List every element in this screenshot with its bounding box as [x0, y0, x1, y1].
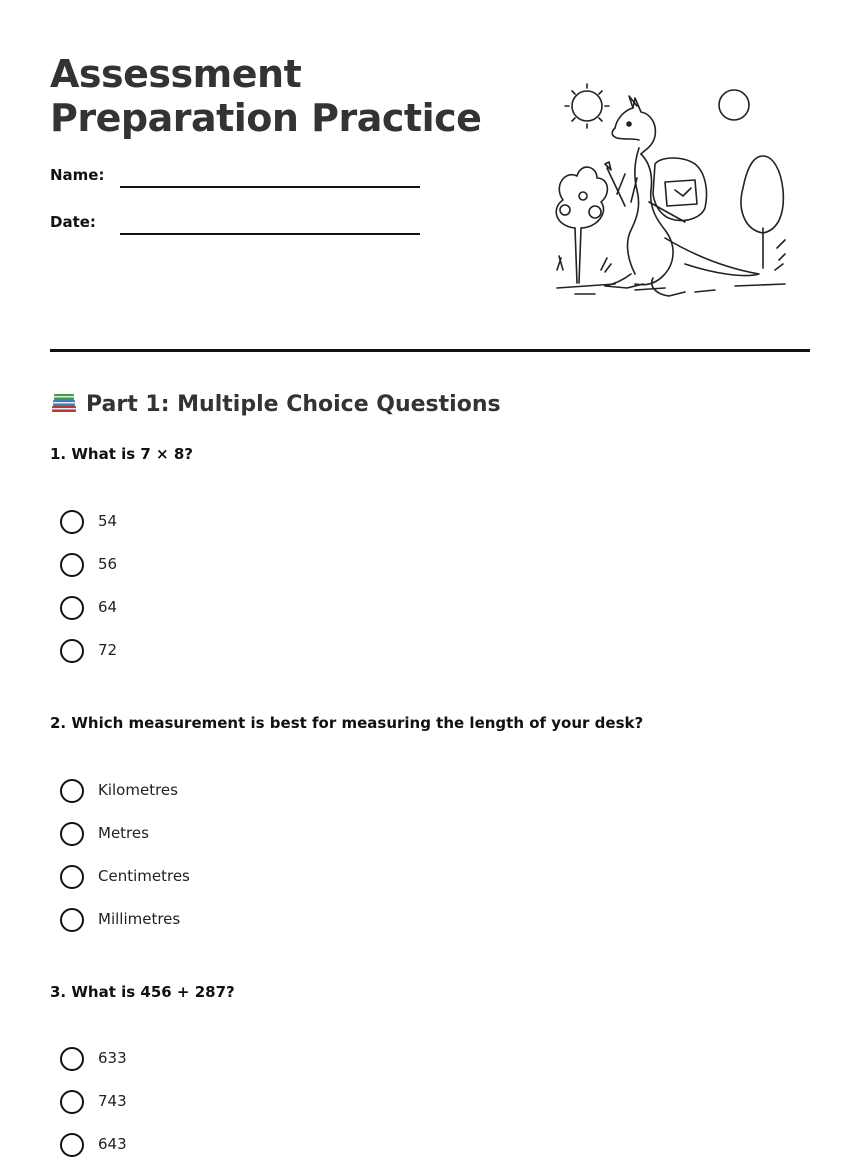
option-label: 72 — [98, 641, 118, 659]
q2-option-b[interactable] — [60, 822, 460, 848]
name-line[interactable] — [120, 186, 420, 188]
q1-option-a[interactable] — [60, 510, 460, 536]
radio-button[interactable] — [60, 553, 84, 577]
radio-button[interactable] — [60, 639, 84, 663]
q1-option-c[interactable] — [60, 596, 460, 622]
date-line[interactable] — [120, 233, 420, 235]
section-heading — [50, 390, 501, 417]
option-label: 633 — [98, 1049, 127, 1067]
radio-button[interactable] — [60, 1047, 84, 1071]
q3-option-b[interactable] — [60, 1090, 460, 1116]
date-field[interactable] — [50, 213, 430, 237]
circle-icon — [719, 90, 749, 120]
q3-option-c[interactable] — [60, 1133, 460, 1159]
sun-icon — [565, 84, 609, 128]
backpack-icon — [649, 158, 707, 222]
q1-option-d[interactable] — [60, 639, 460, 665]
radio-button[interactable] — [60, 779, 84, 803]
books-icon — [50, 390, 78, 414]
q2-option-d[interactable] — [60, 908, 460, 934]
option-label: Millimetres — [98, 910, 181, 928]
tree-left-icon — [556, 167, 611, 283]
question-1: 1. What is 7 × 8? — [50, 445, 193, 463]
divider-rule — [50, 349, 810, 352]
option-label: 56 — [98, 555, 118, 573]
option-label: 643 — [98, 1135, 127, 1153]
option-label: 743 — [98, 1092, 127, 1110]
q3-option-a[interactable] — [60, 1047, 460, 1073]
radio-button[interactable] — [60, 822, 84, 846]
radio-button[interactable] — [60, 865, 84, 889]
q1-option-b[interactable] — [60, 553, 460, 579]
radio-button[interactable] — [60, 510, 84, 534]
question-3: 3. What is 456 + 287? — [50, 983, 235, 1001]
question-2: 2. Which measurement is best for measuring the length of your desk? — [50, 714, 644, 732]
option-label: 64 — [98, 598, 118, 616]
option-label: 54 — [98, 512, 118, 530]
option-label: Centimetres — [98, 867, 190, 885]
name-field[interactable] — [50, 166, 430, 190]
q2-option-c[interactable] — [60, 865, 460, 891]
option-label: Kilometres — [98, 781, 178, 799]
radio-button[interactable] — [60, 1090, 84, 1114]
name-label: Name: — [50, 166, 105, 184]
section-title: Part 1: Multiple Choice Questions — [86, 392, 501, 417]
radio-button[interactable] — [60, 596, 84, 620]
option-label: Metres — [98, 824, 149, 842]
radio-button[interactable] — [60, 908, 84, 932]
page-title: Assessment Preparation Practice — [50, 52, 482, 140]
kangaroo-illustration — [545, 78, 795, 308]
date-label: Date: — [50, 213, 96, 231]
radio-button[interactable] — [60, 1133, 84, 1157]
tree-right-icon — [741, 156, 785, 270]
q2-option-a[interactable] — [60, 779, 460, 805]
